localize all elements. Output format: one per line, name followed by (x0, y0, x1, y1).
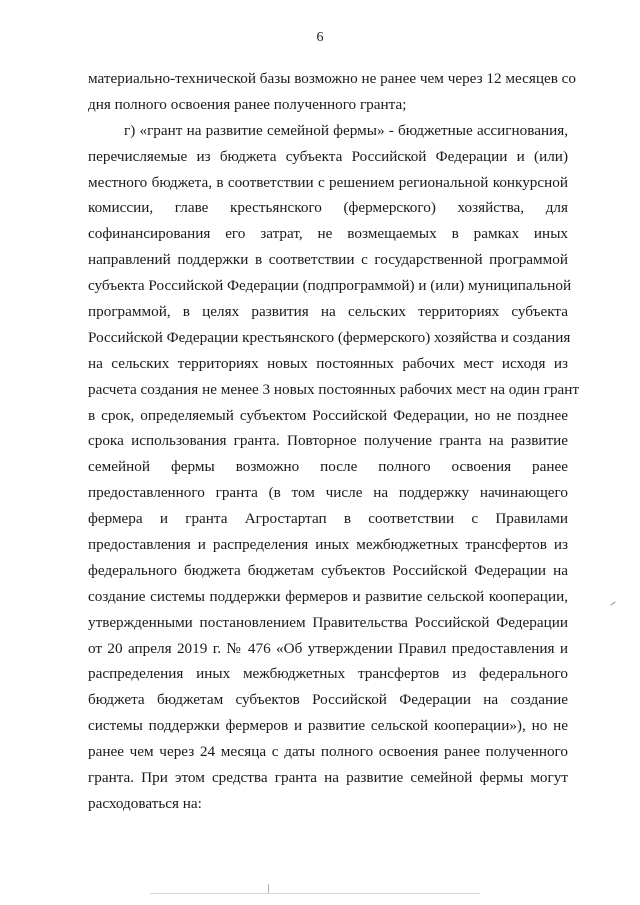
text-line: от 20 апреля 2019 г. № 476 «Об утверждении Правил предоставления и (88, 639, 568, 657)
document-body (88, 66, 580, 817)
text-line: семейной фермы возможно после полного освоения ранее (88, 458, 568, 476)
text-line: субъекта Российской Федерации (подпрограммой) и (или) муниципальной (88, 277, 572, 295)
text-line: комиссии, главе крестьянского (фермерского) хозяйства, для (88, 199, 568, 217)
text-line: на сельских территориях новых постоянных рабочих мест исходя из (88, 354, 568, 372)
text-line: ранее чем через 24 месяца с даты полного освоения ранее полученного (88, 743, 568, 761)
text-line: утвержденными постановлением Правительства Российской Федерации (88, 613, 568, 631)
text-line: системы поддержки фермеров и развитие сельской кооперации»), но не (88, 717, 568, 735)
text-line: в срок, определяемый субъектом Российской Федерации, но не позднее (88, 406, 568, 424)
text-line: программой, в целях развития на сельских территориях субъекта (88, 303, 568, 321)
text-line: материально-технической базы возможно не ранее чем через 12 месяцев со (88, 70, 577, 87)
text-line: г) «грант на развитие семейной фермы» - бюджетные ассигнования, (124, 121, 568, 139)
scan-edge-line (150, 893, 480, 894)
text-line: срока использования гранта. Повторное получение гранта на развитие (88, 432, 568, 450)
text-line: фермера и гранта Агростартап в соответствии с Правилами (88, 510, 568, 528)
scan-artifact (610, 601, 615, 605)
page-number: 6 (316, 30, 324, 45)
text-line: перечисляемые из бюджета субъекта Российской Федерации и (или) (88, 147, 568, 165)
text-line: Российской Федерации крестьянского (фермерского) хозяйства и создания (88, 328, 571, 346)
text-line: федерального бюджета бюджетам субъектов Российской Федерации на (88, 561, 568, 579)
text-line: дня полного освоения ранее полученного гранта; (88, 95, 407, 113)
text-line: софинансирования его затрат, не возмещаемых в рамках иных (88, 225, 568, 243)
text-line: предоставления и распределения иных межбюджетных трансфертов из (88, 536, 568, 554)
text-line: направлений поддержки в соответствии с государственной программой (88, 251, 568, 269)
text-line: местного бюджета, в соответствии с решением региональной конкурсной (88, 173, 568, 191)
text-line: расходоваться на: (88, 794, 202, 812)
text-line: бюджета бюджетам субъектов Российской Федерации на создание (88, 691, 568, 709)
text-line: предоставленного гранта (в том числе на поддержку начинающего (88, 484, 568, 502)
text-line: распределения иных межбюджетных трансфертов из федерального (88, 665, 568, 683)
text-line: гранта. При этом средства гранта на развитие семейной фермы могут (88, 769, 568, 787)
text-line: создание системы поддержки фермеров и развитие сельской кооперации, (88, 587, 568, 605)
text-line: расчета создания не менее 3 новых постоянных рабочих мест на один грант (88, 380, 580, 398)
